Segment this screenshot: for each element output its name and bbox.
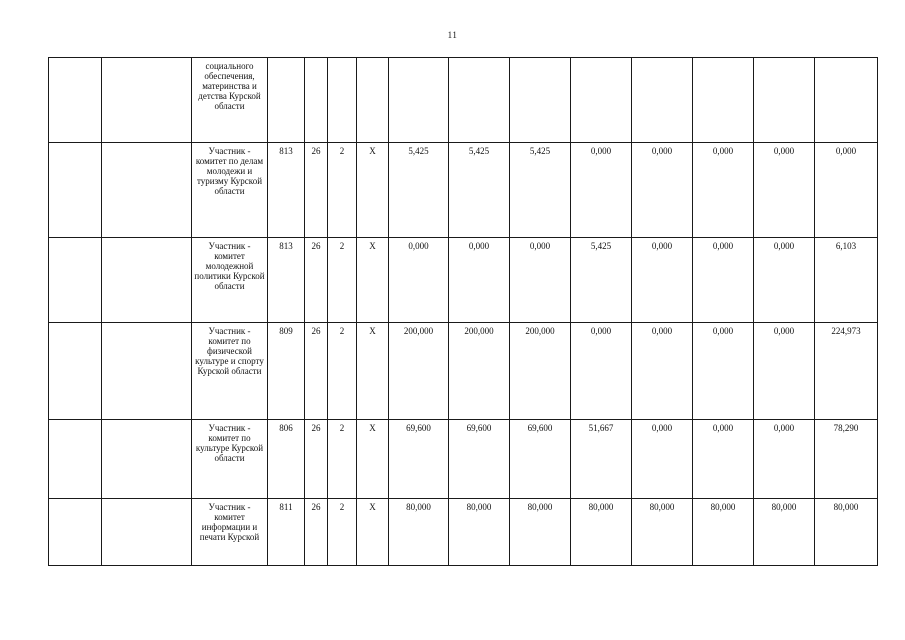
participant-cell: социального обеспечения, материнства и детства Курской области — [192, 58, 268, 143]
value-cell: 69,600 — [449, 420, 510, 499]
value-cell — [510, 58, 571, 143]
table-row — [49, 323, 878, 420]
program-cell — [49, 238, 102, 323]
name-cell — [102, 323, 192, 420]
pr-cell: 2 — [328, 499, 357, 566]
program-cell — [49, 420, 102, 499]
value-cell: 78,290 — [815, 420, 878, 499]
value-cell: 80,000 — [449, 499, 510, 566]
pr-cell: 2 — [328, 143, 357, 238]
table-row — [49, 420, 878, 499]
rz-cell: 26 — [305, 143, 328, 238]
grbs-cell: 809 — [268, 323, 305, 420]
value-cell: 0,000 — [510, 238, 571, 323]
value-cell: 0,000 — [571, 323, 632, 420]
value-cell: 0,000 — [693, 323, 754, 420]
value-cell: 200,000 — [510, 323, 571, 420]
value-cell: 200,000 — [449, 323, 510, 420]
value-cell: 0,000 — [632, 420, 693, 499]
value-cell: 0,000 — [632, 143, 693, 238]
grbs-cell: 811 — [268, 499, 305, 566]
rz-cell: 26 — [305, 238, 328, 323]
value-cell: 51,667 — [571, 420, 632, 499]
value-cell: 6,103 — [815, 238, 878, 323]
csr-cell: Х — [357, 323, 389, 420]
table-row — [49, 143, 878, 238]
csr-cell: Х — [357, 420, 389, 499]
grbs-cell: 813 — [268, 238, 305, 323]
rz-cell — [305, 58, 328, 143]
csr-cell: Х — [357, 238, 389, 323]
value-cell — [693, 58, 754, 143]
value-cell: 0,000 — [754, 323, 815, 420]
value-cell: 80,000 — [693, 499, 754, 566]
program-cell — [49, 323, 102, 420]
value-cell: 0,000 — [632, 238, 693, 323]
page-number: 11 — [447, 30, 458, 40]
value-cell: 80,000 — [815, 499, 878, 566]
value-cell: 5,425 — [510, 143, 571, 238]
grbs-cell: 813 — [268, 143, 305, 238]
value-cell: 80,000 — [571, 499, 632, 566]
value-cell: 224,973 — [815, 323, 878, 420]
value-cell — [449, 58, 510, 143]
value-cell — [571, 58, 632, 143]
program-cell — [49, 143, 102, 238]
csr-cell: Х — [357, 143, 389, 238]
value-cell: 0,000 — [389, 238, 449, 323]
value-cell: 200,000 — [389, 323, 449, 420]
value-cell: 0,000 — [754, 420, 815, 499]
rz-cell: 26 — [305, 499, 328, 566]
participant-cell: Участник - комитет по культуре Курской области — [192, 420, 268, 499]
value-cell — [632, 58, 693, 143]
program-cell — [49, 58, 102, 143]
value-cell: 0,000 — [632, 323, 693, 420]
value-cell: 5,425 — [449, 143, 510, 238]
pr-cell: 2 — [328, 420, 357, 499]
csr-cell: Х — [357, 499, 389, 566]
participant-cell: Участник - комитет по делам молодежи и туризму Курской области — [192, 143, 268, 238]
value-cell: 80,000 — [632, 499, 693, 566]
value-cell: 0,000 — [571, 143, 632, 238]
value-cell: 69,600 — [389, 420, 449, 499]
value-cell: 69,600 — [510, 420, 571, 499]
table-row — [49, 238, 878, 323]
value-cell — [815, 58, 878, 143]
name-cell — [102, 499, 192, 566]
pr-cell — [328, 58, 357, 143]
table-body — [49, 58, 878, 566]
value-cell: 5,425 — [389, 143, 449, 238]
participant-cell: Участник - комитет информации и печати Курской — [192, 499, 268, 566]
grbs-cell — [268, 58, 305, 143]
value-cell: 0,000 — [754, 238, 815, 323]
value-cell: 80,000 — [389, 499, 449, 566]
rz-cell: 26 — [305, 420, 328, 499]
table-row — [49, 58, 878, 143]
value-cell: 0,000 — [754, 143, 815, 238]
value-cell: 80,000 — [510, 499, 571, 566]
table-row — [49, 499, 878, 566]
value-cell: 80,000 — [754, 499, 815, 566]
rz-cell: 26 — [305, 323, 328, 420]
name-cell — [102, 238, 192, 323]
csr-cell — [357, 58, 389, 143]
program-cell — [49, 499, 102, 566]
value-cell: 0,000 — [693, 238, 754, 323]
grbs-cell: 806 — [268, 420, 305, 499]
value-cell — [389, 58, 449, 143]
value-cell: 0,000 — [693, 420, 754, 499]
value-cell: 5,425 — [571, 238, 632, 323]
pr-cell: 2 — [328, 238, 357, 323]
value-cell: 0,000 — [449, 238, 510, 323]
name-cell — [102, 420, 192, 499]
name-cell — [102, 58, 192, 143]
participant-cell: Участник - комитет молодежной политики Курской области — [192, 238, 268, 323]
participant-cell: Участник - комитет по физической культуре и спорту Курской области — [192, 323, 268, 420]
budget-table — [48, 57, 878, 566]
name-cell — [102, 143, 192, 238]
value-cell — [754, 58, 815, 143]
pr-cell: 2 — [328, 323, 357, 420]
value-cell: 0,000 — [693, 143, 754, 238]
value-cell: 0,000 — [815, 143, 878, 238]
